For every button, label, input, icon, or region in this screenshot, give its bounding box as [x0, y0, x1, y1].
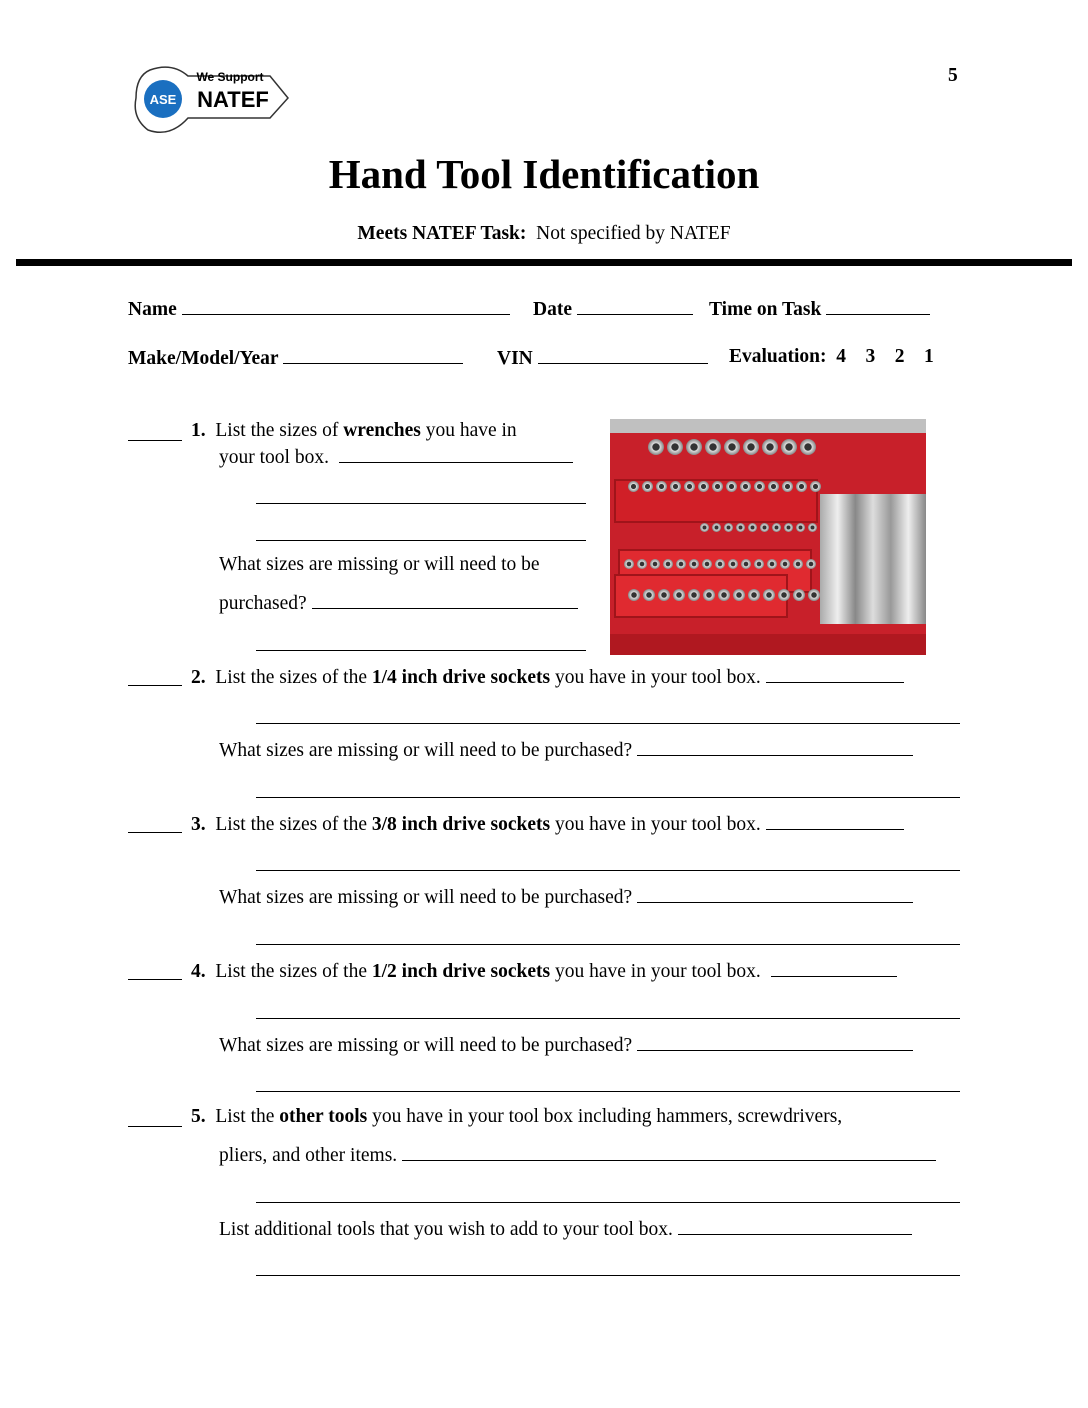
socket [780, 559, 790, 569]
q-text: List the sizes of the [215, 667, 372, 688]
make-row [128, 345, 463, 371]
socket [689, 559, 699, 569]
socket [684, 481, 695, 492]
socket [703, 589, 715, 601]
socket [712, 481, 723, 492]
score-blank-2[interactable] [128, 667, 182, 686]
q5-additional-row [219, 1216, 912, 1242]
answer-field[interactable] [339, 444, 573, 463]
socket [718, 589, 730, 601]
q-bold: wrenches [343, 420, 421, 441]
svg-text:We Support: We Support [196, 70, 264, 84]
answer-field[interactable] [766, 664, 904, 683]
socket [796, 523, 805, 532]
page-number: 5 [948, 65, 958, 86]
socket [624, 559, 634, 569]
socket-set-photo [610, 419, 926, 655]
svg-text:ASE: ASE [149, 92, 177, 107]
q-bold: other tools [279, 1106, 368, 1127]
socket [712, 523, 721, 532]
socket [736, 523, 745, 532]
socket [628, 589, 640, 601]
score-1[interactable]: 1 [924, 346, 934, 367]
q-text: your tool box. [219, 447, 329, 468]
task-value: Not specified by NATEF [536, 223, 731, 244]
socket [724, 439, 740, 455]
socket [700, 523, 709, 532]
socket [663, 559, 673, 569]
answer-field[interactable] [312, 590, 578, 609]
socket [740, 481, 751, 492]
socket [733, 589, 745, 601]
socket [782, 481, 793, 492]
q4-missing-row [219, 1032, 913, 1058]
socket [808, 589, 820, 601]
q-text: List the sizes of [215, 420, 344, 441]
q-bold: 3/8 inch drive sockets [371, 814, 551, 835]
socket [705, 439, 721, 455]
name-field[interactable] [182, 296, 510, 315]
socket [763, 589, 775, 601]
answer-line[interactable] [256, 1202, 960, 1203]
question-number: 2. [191, 667, 206, 688]
question-3 [191, 811, 904, 837]
date-row [533, 296, 693, 322]
socket [715, 559, 725, 569]
socket [724, 523, 733, 532]
score-blank-4[interactable] [128, 961, 182, 980]
socket [698, 481, 709, 492]
socket [748, 523, 757, 532]
score-blank-1[interactable] [128, 422, 182, 441]
q2-missing-row [219, 737, 913, 763]
socket [793, 589, 805, 601]
q-text: you have in your tool box. [550, 814, 761, 835]
q-text: pliers, and other items. [219, 1145, 398, 1166]
q-text: List additional tools that you wish to add to your tool box. [219, 1219, 673, 1240]
date-label: Date [533, 299, 572, 320]
socket [810, 481, 821, 492]
time-label: Time on Task [709, 299, 822, 320]
name-row [128, 296, 510, 322]
q-text: purchased? [219, 593, 307, 614]
answer-line[interactable] [256, 1018, 960, 1019]
q-text: you have in your tool box. [550, 961, 761, 982]
socket [628, 481, 639, 492]
socket [808, 523, 817, 532]
question-number: 4. [191, 961, 206, 982]
socket [754, 559, 764, 569]
question-4 [191, 958, 897, 984]
answer-line[interactable] [256, 540, 586, 541]
q-text: List the sizes of the [215, 814, 372, 835]
socket [768, 481, 779, 492]
socket [767, 559, 777, 569]
vin-row [497, 345, 708, 371]
task-label: Meets NATEF Task: [357, 223, 527, 244]
make-label: Make/Model/Year [128, 348, 279, 369]
date-field[interactable] [577, 296, 693, 315]
q1-missing-row [219, 590, 578, 616]
socket [778, 589, 790, 601]
socket [796, 481, 807, 492]
socket [676, 559, 686, 569]
socket [670, 481, 681, 492]
q-text: you have in your tool box. [550, 667, 761, 688]
answer-line[interactable] [256, 650, 586, 651]
q-text: List the [215, 1106, 280, 1127]
q-text: What sizes are missing or will need to be purchased? [219, 1035, 633, 1056]
q-bold: 1/2 inch drive sockets [371, 961, 551, 982]
question-2 [191, 664, 904, 690]
question-number: 5. [191, 1106, 206, 1127]
natef-task [0, 222, 1088, 246]
socket [743, 439, 759, 455]
time-field[interactable] [826, 296, 930, 315]
socket [673, 589, 685, 601]
socket [760, 523, 769, 532]
socket [686, 439, 702, 455]
socket [648, 439, 664, 455]
answer-line[interactable] [256, 1275, 960, 1276]
svg-text:NATEF: NATEF [197, 87, 269, 112]
question-5-line2 [219, 1142, 936, 1168]
answer-line[interactable] [256, 870, 960, 871]
evaluation-row [729, 345, 934, 369]
time-row [709, 296, 930, 322]
answer-line[interactable] [256, 797, 960, 798]
question-number: 3. [191, 814, 206, 835]
socket [781, 439, 797, 455]
answer-field[interactable] [637, 1032, 913, 1051]
socket [793, 559, 803, 569]
score-3[interactable]: 3 [865, 346, 876, 367]
q-bold: 1/4 inch drive sockets [371, 667, 551, 688]
name-label: Name [128, 299, 177, 320]
socket [667, 439, 683, 455]
q-text: What sizes are missing or will need to be purchased? [219, 740, 633, 761]
question-5 [191, 1105, 842, 1129]
question-number: 1. [191, 420, 206, 441]
socket [688, 589, 700, 601]
header-divider [16, 259, 1072, 266]
q-text: What sizes are missing or will need to be [219, 554, 540, 575]
socket [642, 481, 653, 492]
answer-line[interactable] [256, 1091, 960, 1092]
answer-line[interactable] [256, 944, 960, 945]
answer-field[interactable] [766, 811, 904, 830]
socket [762, 439, 778, 455]
ase-natef-logo [130, 62, 295, 142]
answer-line[interactable] [256, 723, 960, 724]
score-blank-3[interactable] [128, 814, 182, 833]
page-title: Hand Tool Identification [328, 151, 760, 197]
evaluation-label: Evaluation: [729, 346, 827, 367]
vin-field[interactable] [538, 345, 708, 364]
vin-label: VIN [497, 348, 533, 369]
make-field[interactable] [283, 345, 463, 364]
q-text: What sizes are missing or will need to be purchased? [219, 887, 633, 908]
answer-field[interactable] [402, 1142, 936, 1161]
socket [784, 523, 793, 532]
q-text: you have in your tool box including hammers, screwdrivers, [367, 1106, 843, 1127]
q-text: List the sizes of the [215, 961, 372, 982]
socket [748, 589, 760, 601]
q-text: you have in [420, 420, 517, 441]
socket [643, 589, 655, 601]
socket [754, 481, 765, 492]
socket [772, 523, 781, 532]
answer-field[interactable] [637, 884, 913, 903]
socket [658, 589, 670, 601]
socket [702, 559, 712, 569]
score-2[interactable]: 2 [894, 346, 905, 367]
socket [806, 559, 816, 569]
q3-missing-row [219, 884, 913, 910]
score-blank-5[interactable] [128, 1108, 182, 1127]
socket [800, 439, 816, 455]
answer-field[interactable] [678, 1216, 912, 1235]
socket [741, 559, 751, 569]
answer-field[interactable] [637, 737, 913, 756]
socket [726, 481, 737, 492]
socket [637, 559, 647, 569]
socket [656, 481, 667, 492]
socket [728, 559, 738, 569]
answer-line[interactable] [256, 503, 586, 504]
score-4[interactable]: 4 [836, 346, 847, 367]
question-1 [191, 419, 517, 443]
socket [650, 559, 660, 569]
question-1-line2 [219, 444, 573, 470]
answer-field[interactable] [771, 958, 897, 977]
